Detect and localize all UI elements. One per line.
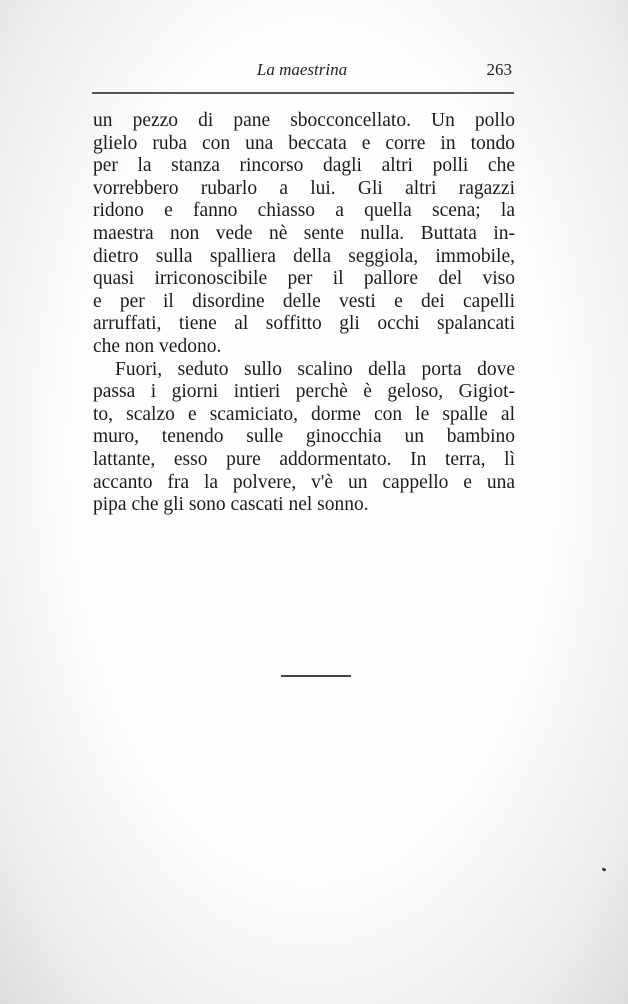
paragraph-2 (93, 359, 515, 517)
ink-speck (602, 867, 607, 872)
text-line: dietro sulla spalliera della seggiola, immobile, (93, 245, 515, 267)
text-line: glielo ruba con una beccata e corre in tondo (93, 132, 515, 154)
text-line: che non vedono. (93, 335, 222, 357)
text-line: to, scalzo e scamiciato, dorme con le spalle al (93, 403, 515, 425)
body-text (93, 110, 515, 517)
text-line: accanto fra la polvere, v'è un cappello e una (93, 471, 515, 493)
header-rule (92, 92, 514, 94)
text-line: muro, tenendo sulle ginocchia un bambino (93, 426, 515, 448)
page-header (90, 58, 514, 88)
text-line: arruffati, tiene al soffitto gli occhi spalancati (93, 313, 515, 335)
text-line: maestra non vede nè sente nulla. Buttata in- (93, 222, 515, 244)
paragraph-1 (93, 110, 515, 359)
text-line: ridono e fanno chiasso a quella scena; la (93, 200, 515, 222)
running-title: La maestrina (256, 60, 348, 79)
end-of-chapter-rule (281, 675, 351, 677)
text-line: per la stanza rincorso dagli altri polli che (93, 155, 515, 177)
text-line: un pezzo di pane sbocconcellato. Un pollo (93, 110, 515, 131)
text-line: quasi irriconoscibile per il pallore del viso (93, 268, 515, 290)
text-line: passa i giorni intieri perchè è geloso, Gigiot- (93, 381, 515, 403)
text-line: Fuori, seduto sullo scalino della porta dove (115, 358, 515, 380)
page-number: 263 (486, 60, 512, 79)
text-line: e per il disordine delle vesti e dei capelli (93, 290, 515, 312)
text-line: pipa che gli sono cascati nel sonno. (93, 494, 369, 516)
text-line: vorrebbero rubarlo a lui. Gli altri ragazzi (93, 177, 515, 199)
text-line: lattante, esso pure addormentato. In terra, lì (93, 448, 515, 470)
